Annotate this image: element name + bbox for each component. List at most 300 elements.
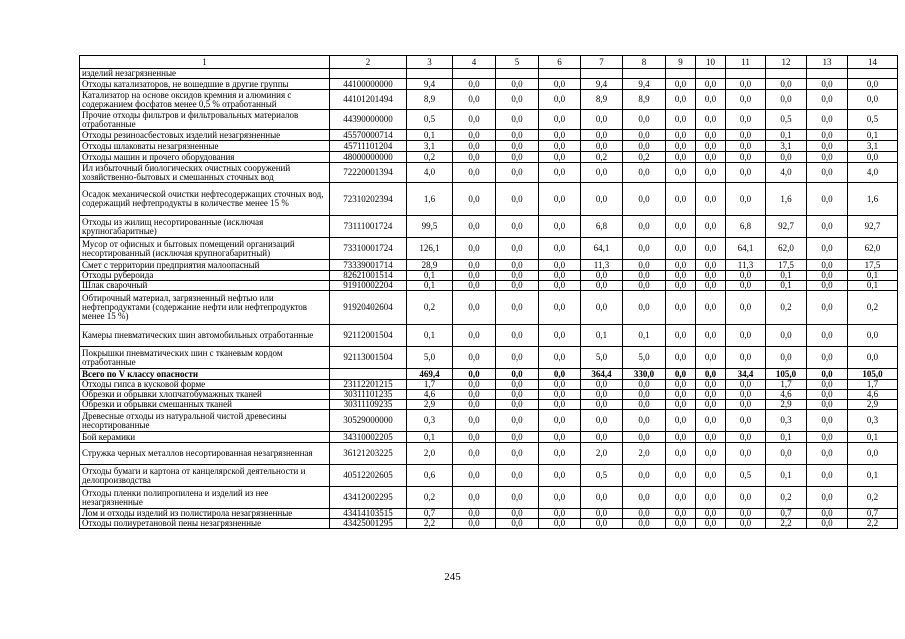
value-cell: 0,0 (696, 110, 726, 130)
waste-name-cell: Обрезки и обрывки хлопчатобумажных тканей (80, 390, 330, 400)
value-cell: 0,0 (696, 183, 726, 216)
table-row (80, 271, 898, 281)
value-cell: 0,0 (539, 380, 581, 390)
value-cell: 0,0 (496, 79, 539, 90)
value-cell: 1,7 (766, 380, 807, 390)
value-cell: 2,9 (766, 400, 807, 410)
fkko-code-cell: 23112201215 (330, 380, 407, 390)
value-cell: 0,0 (581, 163, 623, 183)
fkko-code-cell: 30311101235 (330, 390, 407, 400)
value-cell: 0,0 (453, 509, 496, 519)
fkko-code-cell: 30311109235 (330, 400, 407, 410)
value-cell: 0,0 (726, 509, 766, 519)
value-cell: 0,2 (766, 291, 807, 325)
value-cell: 0,0 (766, 79, 807, 90)
value-cell: 0,0 (453, 281, 496, 291)
column-header: 5 (496, 56, 539, 69)
value-cell (407, 69, 453, 79)
value-cell: 0,0 (666, 465, 696, 487)
value-cell: 2,2 (407, 519, 453, 529)
value-cell: 0,0 (807, 325, 848, 347)
value-cell: 0,0 (496, 347, 539, 369)
value-cell: 0,0 (666, 509, 696, 519)
fkko-code-cell: 92112001504 (330, 325, 407, 347)
value-cell: 0,0 (453, 216, 496, 238)
value-cell: 0,0 (696, 271, 726, 281)
value-cell: 0,5 (848, 110, 898, 130)
value-cell: 0,0 (539, 90, 581, 110)
value-cell: 62,0 (848, 238, 898, 260)
value-cell: 0,0 (539, 410, 581, 432)
value-cell: 0,0 (496, 238, 539, 260)
value-cell: 4,6 (766, 390, 807, 400)
value-cell: 0,0 (496, 260, 539, 271)
value-cell: 0,0 (623, 487, 666, 509)
value-cell: 0,0 (453, 380, 496, 390)
value-cell: 0,0 (581, 130, 623, 141)
value-cell: 9,4 (581, 79, 623, 90)
value-cell: 0,0 (666, 130, 696, 141)
value-cell: 0,0 (807, 152, 848, 163)
table-row (80, 519, 898, 529)
value-cell: 8,9 (407, 90, 453, 110)
value-cell: 0,0 (539, 443, 581, 465)
value-cell: 0,0 (539, 183, 581, 216)
waste-name-cell: Обтирочный материал, загрязненный нефтью или нефтепродуктами (содержание нефти или нефтепродуктов менее 15 %) (80, 291, 330, 325)
value-cell: 0,1 (766, 281, 807, 291)
value-cell (848, 69, 898, 79)
value-cell: 0,0 (696, 291, 726, 325)
value-cell: 0,0 (496, 519, 539, 529)
value-cell: 0,0 (623, 238, 666, 260)
value-cell: 0,0 (496, 152, 539, 163)
table-row (80, 509, 898, 519)
table-row (80, 79, 898, 90)
fkko-code-cell: 92113001504 (330, 347, 407, 369)
value-cell: 0,0 (807, 400, 848, 410)
value-cell: 0,0 (496, 163, 539, 183)
column-header: 9 (666, 56, 696, 69)
column-header: 13 (807, 56, 848, 69)
value-cell: 0,0 (623, 291, 666, 325)
value-cell: 0,0 (807, 163, 848, 183)
table-row (80, 390, 898, 400)
waste-name-cell: Обрезки и обрывки смешанных тканей (80, 400, 330, 410)
value-cell: 0,0 (726, 291, 766, 325)
value-cell: 0,0 (766, 90, 807, 110)
value-cell: 0,0 (453, 347, 496, 369)
value-cell: 2,0 (407, 443, 453, 465)
table-row (80, 90, 898, 110)
value-cell: 9,4 (623, 79, 666, 90)
value-cell: 9,4 (407, 79, 453, 90)
value-cell: 0,0 (807, 110, 848, 130)
value-cell: 0,0 (696, 216, 726, 238)
value-cell: 0,0 (496, 90, 539, 110)
fkko-code-cell: 91910002204 (330, 281, 407, 291)
value-cell: 0,0 (807, 271, 848, 281)
value-cell: 0,0 (807, 130, 848, 141)
value-cell: 0,0 (453, 271, 496, 281)
waste-name-cell: Стружка черных металлов несортированная незагрязненная (80, 443, 330, 465)
value-cell: 0,0 (766, 443, 807, 465)
value-cell: 92,7 (848, 216, 898, 238)
value-cell: 0,0 (696, 90, 726, 110)
value-cell: 0,0 (807, 90, 848, 110)
value-cell: 0,0 (496, 465, 539, 487)
value-cell: 0,0 (666, 519, 696, 529)
fkko-code-cell: 72220001394 (330, 163, 407, 183)
value-cell: 17,5 (766, 260, 807, 271)
value-cell: 8,9 (581, 90, 623, 110)
fkko-code-cell: 43425001295 (330, 519, 407, 529)
value-cell: 0,0 (623, 163, 666, 183)
value-cell: 0,0 (666, 183, 696, 216)
value-cell: 0,0 (696, 519, 726, 529)
table-row (80, 487, 898, 509)
fkko-code-cell: 40512202605 (330, 465, 407, 487)
fkko-code-cell: 36121203225 (330, 443, 407, 465)
value-cell: 0,0 (666, 163, 696, 183)
value-cell: 0,0 (696, 443, 726, 465)
value-cell: 0,0 (696, 509, 726, 519)
value-cell: 0,0 (623, 519, 666, 529)
fkko-code-cell: 48000000000 (330, 152, 407, 163)
value-cell: 0,0 (539, 325, 581, 347)
value-cell: 0,0 (666, 291, 696, 325)
waste-name-cell: Бой керамики (80, 432, 330, 443)
fkko-code-cell: 82621001514 (330, 271, 407, 281)
value-cell: 1,6 (848, 183, 898, 216)
value-cell: 0,2 (407, 291, 453, 325)
value-cell: 0,1 (766, 271, 807, 281)
value-cell: 0,0 (696, 141, 726, 152)
page-number: 245 (444, 571, 461, 583)
value-cell: 2,9 (848, 400, 898, 410)
value-cell: 0,0 (696, 380, 726, 390)
value-cell: 0,0 (453, 410, 496, 432)
table-row (80, 238, 898, 260)
value-cell: 0,0 (453, 90, 496, 110)
table-body (80, 56, 898, 529)
value-cell: 0,0 (696, 347, 726, 369)
value-cell: 0,0 (666, 347, 696, 369)
fkko-code-cell: 44101201494 (330, 90, 407, 110)
table-row (80, 69, 898, 79)
value-cell: 0,0 (453, 152, 496, 163)
value-cell: 126,1 (407, 238, 453, 260)
value-cell: 0,0 (666, 369, 696, 380)
value-cell: 0,0 (726, 432, 766, 443)
value-cell: 0,0 (453, 79, 496, 90)
value-cell: 0,1 (407, 432, 453, 443)
waste-name-cell: Отходы из жилищ несортированные (исключая крупногабаритные) (80, 216, 330, 238)
value-cell: 0,0 (666, 271, 696, 281)
value-cell: 0,0 (496, 183, 539, 216)
value-cell: 5,0 (407, 347, 453, 369)
value-cell: 0,0 (539, 260, 581, 271)
value-cell: 0,0 (807, 432, 848, 443)
value-cell: 0,0 (496, 443, 539, 465)
value-cell: 0,0 (581, 519, 623, 529)
value-cell: 0,0 (453, 260, 496, 271)
fkko-code-cell (330, 69, 407, 79)
value-cell: 0,0 (807, 443, 848, 465)
value-cell: 0,0 (453, 325, 496, 347)
value-cell: 0,0 (623, 465, 666, 487)
value-cell: 0,0 (539, 271, 581, 281)
value-cell: 0,0 (666, 325, 696, 347)
value-cell: 0,0 (496, 110, 539, 130)
value-cell (696, 69, 726, 79)
fkko-code-cell: 43412002295 (330, 487, 407, 509)
value-cell: 0,0 (453, 141, 496, 152)
value-cell: 0,0 (848, 90, 898, 110)
value-cell: 34,4 (726, 369, 766, 380)
fkko-code-cell: 72310202394 (330, 183, 407, 216)
value-cell: 0,0 (666, 390, 696, 400)
value-cell: 0,0 (766, 152, 807, 163)
value-cell: 0,0 (581, 400, 623, 410)
value-cell: 0,0 (623, 271, 666, 281)
value-cell: 4,6 (848, 390, 898, 400)
value-cell: 0,1 (848, 465, 898, 487)
value-cell: 0,1 (407, 281, 453, 291)
fkko-code-cell: 73339001714 (330, 260, 407, 271)
value-cell: 0,0 (666, 110, 696, 130)
value-cell: 0,0 (453, 130, 496, 141)
value-cell: 0,0 (726, 130, 766, 141)
table-row (80, 130, 898, 141)
table-row (80, 380, 898, 390)
value-cell: 0,0 (696, 369, 726, 380)
waste-name-cell: Покрышки пневматических шин с тканевым кордом отработанные (80, 347, 330, 369)
table-row (80, 216, 898, 238)
value-cell: 0,0 (848, 347, 898, 369)
value-cell: 0,0 (623, 390, 666, 400)
column-header: 4 (453, 56, 496, 69)
value-cell: 2,2 (848, 519, 898, 529)
column-header: 6 (539, 56, 581, 69)
table-row (80, 183, 898, 216)
value-cell: 62,0 (766, 238, 807, 260)
value-cell: 0,1 (766, 465, 807, 487)
value-cell: 0,1 (848, 281, 898, 291)
value-cell: 0,0 (726, 325, 766, 347)
value-cell: 0,0 (666, 238, 696, 260)
value-cell: 0,2 (407, 487, 453, 509)
value-cell: 3,1 (766, 141, 807, 152)
value-cell: 0,0 (726, 519, 766, 529)
waste-name-cell: Лом и отходы изделий из полистирола незагрязненные (80, 509, 330, 519)
waste-name-cell: Отходы полиуретановой пены незагрязненные (80, 519, 330, 529)
value-cell: 0,0 (666, 432, 696, 443)
value-cell: 0,0 (696, 487, 726, 509)
value-cell: 0,0 (539, 432, 581, 443)
value-cell: 0,1 (848, 432, 898, 443)
value-cell: 0,1 (407, 271, 453, 281)
value-cell: 64,1 (726, 238, 766, 260)
value-cell: 0,0 (539, 369, 581, 380)
value-cell: 0,0 (453, 390, 496, 400)
waste-name-cell: Прочие отходы фильтров и фильтровальных материалов отработанные (80, 110, 330, 130)
value-cell (726, 69, 766, 79)
waste-name-cell: Всего по V классу опасности (80, 369, 330, 380)
value-cell: 0,0 (496, 281, 539, 291)
waste-name-cell: Отходы катализаторов, не вошедшие в другие группы (80, 79, 330, 90)
value-cell: 0,0 (666, 79, 696, 90)
value-cell: 0,0 (453, 291, 496, 325)
value-cell: 0,0 (766, 347, 807, 369)
value-cell: 0,1 (407, 325, 453, 347)
value-cell: 0,0 (666, 380, 696, 390)
value-cell: 0,0 (623, 509, 666, 519)
value-cell: 0,2 (848, 291, 898, 325)
value-cell (539, 69, 581, 79)
value-cell: 0,0 (623, 183, 666, 216)
value-cell: 0,0 (581, 410, 623, 432)
value-cell: 0,0 (726, 141, 766, 152)
value-cell: 2,0 (623, 443, 666, 465)
waste-name-cell: Древесные отходы из натуральной чистой древесины несортированные (80, 410, 330, 432)
value-cell: 11,3 (581, 260, 623, 271)
value-cell: 8,9 (623, 90, 666, 110)
value-cell: 64,1 (581, 238, 623, 260)
value-cell: 0,0 (623, 410, 666, 432)
waste-name-cell: Отходы машин и прочего оборудования (80, 152, 330, 163)
table-row (80, 443, 898, 465)
value-cell: 99,5 (407, 216, 453, 238)
value-cell: 0,0 (807, 380, 848, 390)
value-cell: 0,0 (807, 509, 848, 519)
value-cell: 0,0 (726, 380, 766, 390)
value-cell: 0,0 (726, 410, 766, 432)
value-cell: 0,0 (623, 216, 666, 238)
value-cell: 0,0 (666, 400, 696, 410)
value-cell: 0,0 (453, 432, 496, 443)
value-cell: 0,0 (623, 380, 666, 390)
value-cell: 105,0 (766, 369, 807, 380)
value-cell: 0,0 (696, 325, 726, 347)
value-cell: 0,0 (539, 390, 581, 400)
value-cell: 0,3 (407, 410, 453, 432)
value-cell: 0,0 (726, 443, 766, 465)
value-cell: 0,0 (726, 281, 766, 291)
value-cell: 0,0 (666, 141, 696, 152)
value-cell: 0,0 (581, 432, 623, 443)
value-cell: 0,1 (766, 432, 807, 443)
value-cell: 0,0 (539, 130, 581, 141)
fkko-code-cell (330, 369, 407, 380)
table-row (80, 400, 898, 410)
waste-name-cell: изделий незагрязненные (80, 69, 330, 79)
value-cell: 0,0 (496, 325, 539, 347)
column-header: 11 (726, 56, 766, 69)
value-cell: 0,0 (666, 260, 696, 271)
value-cell: 0,0 (453, 465, 496, 487)
value-cell: 0,7 (848, 509, 898, 519)
table-row (80, 141, 898, 152)
table-row (80, 110, 898, 130)
value-cell: 0,0 (496, 271, 539, 281)
value-cell: 2,2 (766, 519, 807, 529)
value-cell: 0,0 (807, 238, 848, 260)
table-row (80, 369, 898, 380)
fkko-code-cell: 73111001724 (330, 216, 407, 238)
value-cell: 0,2 (581, 152, 623, 163)
value-cell: 3,1 (407, 141, 453, 152)
fkko-code-cell: 43414103515 (330, 509, 407, 519)
value-cell: 0,0 (453, 519, 496, 529)
value-cell: 0,0 (539, 281, 581, 291)
table-row (80, 152, 898, 163)
value-cell (496, 69, 539, 79)
value-cell: 0,0 (766, 325, 807, 347)
value-cell: 0,0 (581, 380, 623, 390)
value-cell: 0,0 (623, 141, 666, 152)
value-cell: 0,0 (623, 281, 666, 291)
value-cell: 0,1 (623, 325, 666, 347)
column-number-row (80, 56, 898, 69)
value-cell: 0,0 (453, 238, 496, 260)
value-cell: 0,0 (539, 347, 581, 369)
fkko-code-cell: 91920402604 (330, 291, 407, 325)
fkko-code-cell: 34310002205 (330, 432, 407, 443)
value-cell: 0,0 (623, 400, 666, 410)
table-row (80, 465, 898, 487)
value-cell: 0,0 (726, 400, 766, 410)
value-cell: 0,0 (696, 390, 726, 400)
value-cell: 3,1 (848, 141, 898, 152)
value-cell: 0,0 (726, 183, 766, 216)
fkko-code-cell: 45570000714 (330, 130, 407, 141)
value-cell: 0,5 (726, 465, 766, 487)
value-cell (453, 69, 496, 79)
waste-name-cell: Отходы гипса в кусковой форме (80, 380, 330, 390)
value-cell: 364,4 (581, 369, 623, 380)
table-row (80, 291, 898, 325)
value-cell: 0,0 (696, 465, 726, 487)
waste-table (79, 55, 898, 529)
column-header: 3 (407, 56, 453, 69)
value-cell: 0,0 (666, 152, 696, 163)
value-cell: 0,0 (581, 271, 623, 281)
value-cell: 0,0 (807, 487, 848, 509)
table-row (80, 347, 898, 369)
value-cell: 0,0 (696, 410, 726, 432)
value-cell: 0,0 (696, 163, 726, 183)
fkko-code-cell: 44100000000 (330, 79, 407, 90)
table-row (80, 260, 898, 271)
value-cell: 0,1 (581, 325, 623, 347)
table-row (80, 410, 898, 432)
value-cell: 2,0 (581, 443, 623, 465)
value-cell: 0,0 (496, 487, 539, 509)
value-cell: 0,0 (848, 79, 898, 90)
waste-name-cell: Ил избыточный биологических очистных сооружений хозяйственно-бытовых и смешанных сточных вод (80, 163, 330, 183)
value-cell: 0,2 (623, 152, 666, 163)
value-cell: 0,0 (807, 281, 848, 291)
value-cell: 0,1 (766, 130, 807, 141)
value-cell: 6,8 (726, 216, 766, 238)
value-cell: 0,0 (496, 380, 539, 390)
value-cell: 0,0 (496, 369, 539, 380)
table-row (80, 325, 898, 347)
table-row (80, 163, 898, 183)
value-cell: 0,0 (696, 400, 726, 410)
column-header: 12 (766, 56, 807, 69)
value-cell: 0,0 (666, 216, 696, 238)
